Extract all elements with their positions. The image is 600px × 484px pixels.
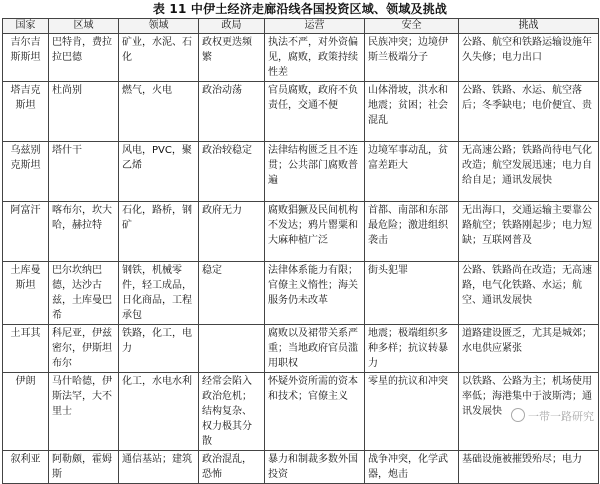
cell-challenge: 以铁路、公路为主；机场使用率低；海港集中于波斯湾；通讯发展快: [459, 373, 599, 451]
cell-country: 叙利亚: [3, 451, 49, 484]
cell-challenge: 基础设施被摧毁殆尽；电力: [459, 451, 599, 484]
cell-field: 石化，路桥，钢矿: [119, 202, 199, 262]
header-security: 安全: [365, 19, 459, 34]
cell-region: 喀布尔，坎大哈，赫拉特: [49, 202, 119, 262]
table-row: [3, 82, 599, 142]
table-row: [3, 451, 599, 484]
table-caption: 表 11 中伊土经济走廊沿线各国投资区域、领域及挑战: [152, 2, 448, 16]
table-row: [3, 34, 599, 82]
cell-operation: 怀疑外资所需的资本和技术；官僚主义: [265, 373, 365, 451]
cell-security: 民族冲突；边境伊斯兰极端分子: [365, 34, 459, 82]
table-row: [3, 325, 599, 373]
table-row: [3, 202, 599, 262]
header-region: 区域: [49, 19, 119, 34]
cell-region: 科尼亚，伊兹密尔，伊斯坦布尔: [49, 325, 119, 373]
cell-politics: 政权更迭频繁: [199, 34, 265, 82]
cell-country: 乌兹别克斯坦: [3, 142, 49, 202]
cell-challenge: 公路、铁路、水运、航空落后；冬季缺电；电价便宜、贵: [459, 82, 599, 142]
cell-operation: 腐败猖獗及民间机构不发达；鸦片罂粟和大麻种植广泛: [265, 202, 365, 262]
header-operation: 运营: [265, 19, 365, 34]
cell-country: 阿富汗: [3, 202, 49, 262]
cell-politics: 政治动荡: [199, 82, 265, 142]
table-row: [3, 262, 599, 325]
header-challenge: 挑战: [459, 19, 599, 34]
cell-operation: 法律结构匮乏且不连贯；公共部门腐败普遍: [265, 142, 365, 202]
cell-politics: 政治混乱，恐怖: [199, 451, 265, 484]
cell-country: 吉尔吉斯斯坦: [3, 34, 49, 82]
cell-security: 街头犯罪: [365, 262, 459, 325]
cell-field: 风电，PVC，聚乙烯: [119, 142, 199, 202]
cell-region: 巴尔坎纳巴德，达沙古兹，土库曼巴希: [49, 262, 119, 325]
cell-security: 首都、南部和东部最危险；激进组织袭击: [365, 202, 459, 262]
cell-challenge: 公路、航空和铁路运输设施年久失修；电力出口: [459, 34, 599, 82]
cell-region: 巴特肯，费拉拉巴德: [49, 34, 119, 82]
table-row: [3, 142, 599, 202]
cell-security: 战争冲突，化学武器，炮击: [365, 451, 459, 484]
cell-field: 燃气，火电: [119, 82, 199, 142]
cell-security: 边境军事动乱，贫富差距大: [365, 142, 459, 202]
cell-field: 铁路，化工，电力: [119, 325, 199, 373]
cell-challenge: 无出海口，交通运输主要靠公路航空；铁路刚起步；电力短缺；互联网普及: [459, 202, 599, 262]
investment-table: [2, 18, 599, 484]
watermark: [511, 408, 594, 424]
cell-field: 通信基站；建筑: [119, 451, 199, 484]
cell-field: 钢铁，机械零件，轻工成品，日化商品，工程承包: [119, 262, 199, 325]
header-country: 国家: [3, 19, 49, 34]
cell-politics: [199, 325, 265, 373]
cell-politics: 政治较稳定: [199, 142, 265, 202]
cell-operation: 官员腐败，政府不负责任，交通不便: [265, 82, 365, 142]
cell-operation: 腐败以及裙带关系严重；当地政府官员滥用职权: [265, 325, 365, 373]
cell-operation: 暴力和制裁多数外国投资: [265, 451, 365, 484]
cell-country: 伊朗: [3, 373, 49, 451]
cell-field: 化工，水电水利: [119, 373, 199, 451]
cell-country: 土耳其: [3, 325, 49, 373]
cell-challenge: 道路建设匮乏，尤其是城郊；水电供应紧张: [459, 325, 599, 373]
cell-country: 土库曼斯坦: [3, 262, 49, 325]
cell-country: 塔吉克斯坦: [3, 82, 49, 142]
cell-region: 杜尚别: [49, 82, 119, 142]
cell-operation: 法律体系能力有限；官僚主义惰性；海关服务仍未改革: [265, 262, 365, 325]
cell-operation: 执法不严，对外资偏见，腐败，政策持续性差: [265, 34, 365, 82]
table-header-row: [3, 19, 599, 34]
cell-field: 矿业，水泥、石化: [119, 34, 199, 82]
table-row: [3, 373, 599, 451]
cell-region: 阿勒颇，霍姆斯: [49, 451, 119, 484]
watermark-text: 一带一路研究: [528, 410, 594, 423]
header-politics: 政局: [199, 19, 265, 34]
cell-security: 山体滑坡，洪水和地震；贫困；社会混乱: [365, 82, 459, 142]
cell-challenge: 无高速公路；铁路尚待电气化改造；航空发展迅速；电力自给自足；通讯发展快: [459, 142, 599, 202]
cell-politics: 政府无力: [199, 202, 265, 262]
cell-politics: 稳定: [199, 262, 265, 325]
cell-politics: 经常会陷入政治危机；结构复杂、权力极其分散: [199, 373, 265, 451]
cell-region: 塔什干: [49, 142, 119, 202]
cell-security: 零星的抗议和冲突: [365, 373, 459, 451]
wechat-logo-icon: [511, 408, 525, 422]
cell-region: 马什哈德，伊斯法罕，大不里士: [49, 373, 119, 451]
cell-challenge: 公路、铁路尚在改造；无高速路，电气化铁路、水运；航空、通讯发展快: [459, 262, 599, 325]
cell-security: 地震；极端组织多种多样；抗议转暴力: [365, 325, 459, 373]
header-field: 领域: [119, 19, 199, 34]
